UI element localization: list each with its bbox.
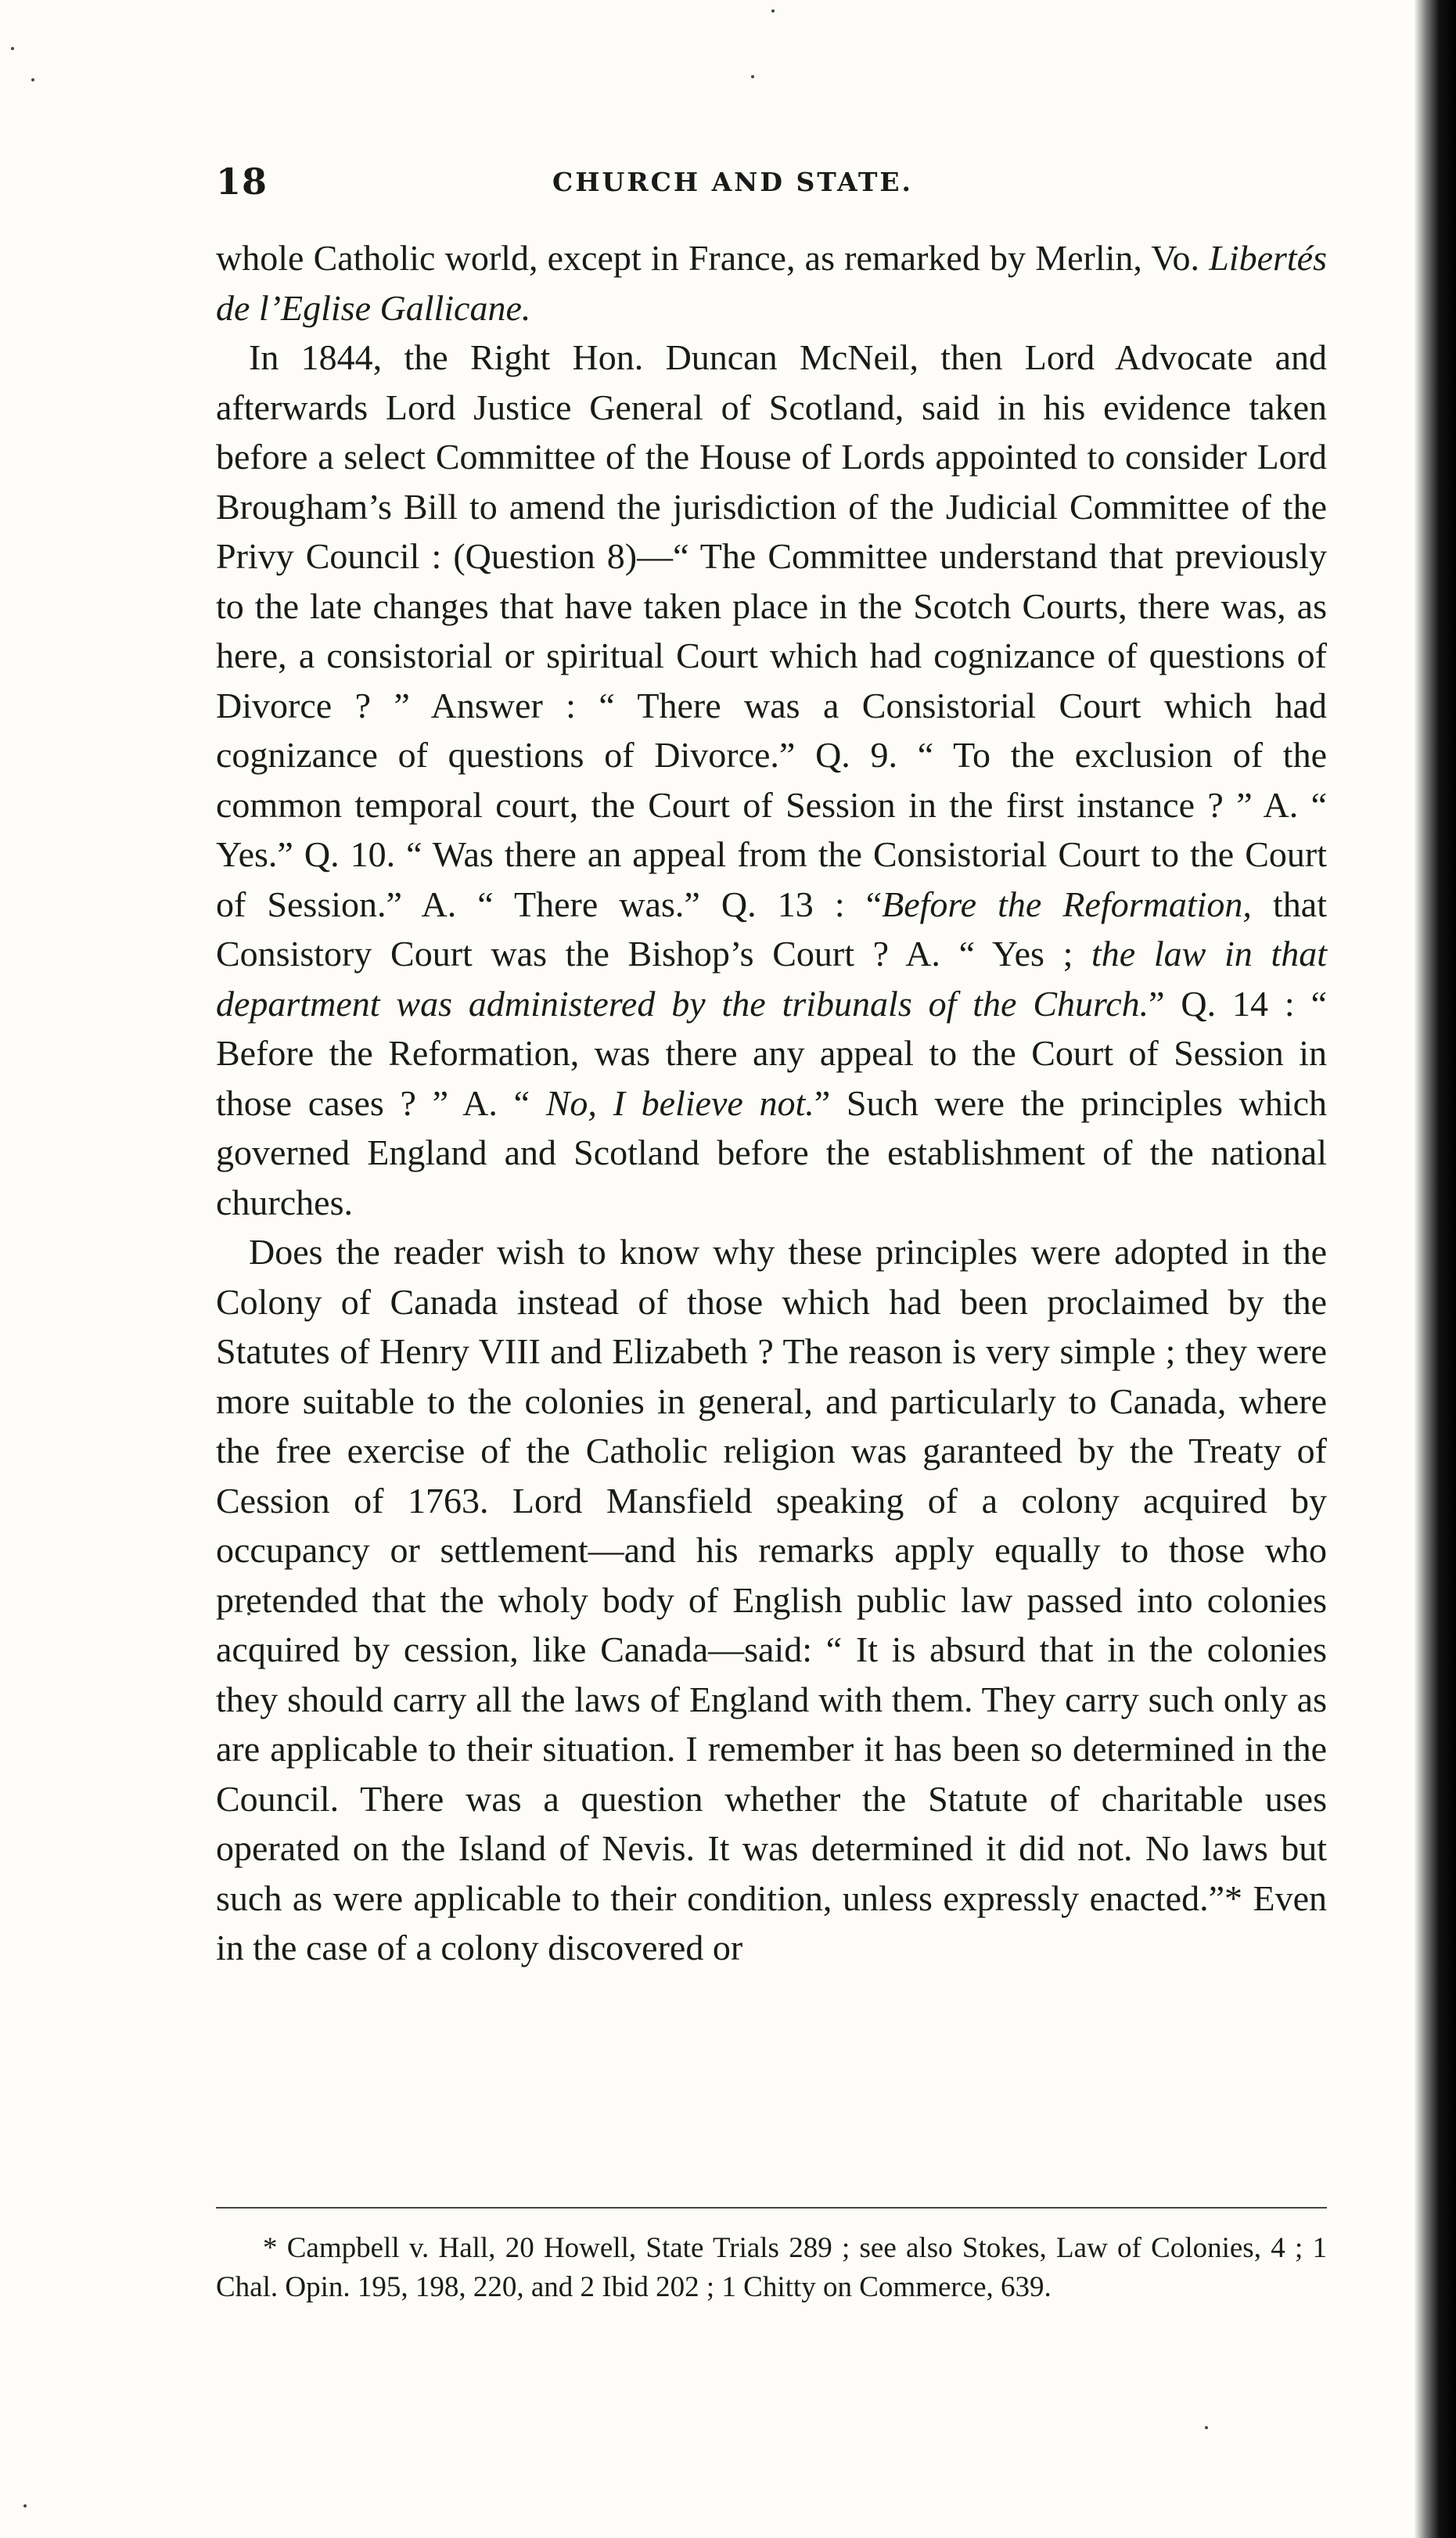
italic-text: No, I believe not. (545, 1082, 814, 1123)
footnote-rule (216, 2207, 1327, 2209)
italic-text: the law in that department was administered by the tribunals of the Church. (216, 934, 1328, 1024)
scan-speck (751, 75, 754, 78)
paragraph (216, 1227, 1327, 1973)
text-run: In 1844, the Right Hon. Duncan McNeil, then Lord Advocate and afterwards Lord Justice General of Scotland, said in his evidence taken before a select Committee of the House of Lords appointed to consider Lord Brougham’s Bill to amend the jurisdiction of the Judicial Committee of the Privy Council : (Question 8)—“ The Committee understand that previously to the late changes that have taken place in the Scotch Courts, there was, as here, a consistorial or spiritual Court which had cognizance of questions of Divorce ? ” Answer : “ There was a Consistorial Court which had cognizance of questions of Divorce.” Q. 9. “ To the exclusion of the common temporal court, the Court of Session in the first instance ? ” A. “ Yes.” Q. 10. “ Was there an appeal from the Consistorial Court to the Court of Session.” A. “ There was.” Q. 13 : “ (216, 337, 1327, 924)
text-run: whole Catholic world, except in France, as remarked by Merlin, Vo. (216, 238, 1210, 278)
italic-text: Before the Reformation, (882, 884, 1252, 924)
scan-speck (771, 9, 775, 13)
footnote (216, 2229, 1327, 2307)
paragraph (216, 333, 1327, 1227)
page-number: 18 (216, 160, 268, 203)
scan-speck (1205, 2426, 1208, 2429)
text-run: ” Q. 14 : “ Before the Reformation, was there any appeal to the Court of Session in those cases ? ” A. “ (216, 983, 1327, 1123)
running-head: CHURCH AND STATE. (552, 167, 914, 197)
paragraph (216, 233, 1327, 333)
scan-speck (23, 2504, 27, 2507)
text-run: that Consistory Court was the Bishop’s Court ? A. “ Yes ; (216, 884, 1327, 974)
scan-speck (11, 47, 14, 50)
body-text (216, 233, 1327, 1973)
text-run: ” Such were the principles which governed England and Scotland before the establishment of the national churches. (216, 1082, 1327, 1222)
page-header (216, 160, 1343, 215)
italic-text: Libertés de l’Eglise Gallicane. (216, 238, 1327, 328)
footnote-text: * Campbell v. Hall, 20 Howell, State Trials 289 ; see also Stokes, Law of Colonies, 4 ; 1 Chal. Opin. 195, 198, 220, and 2 Ibid 202 ; 1 Chitty on Commerce, 639. (216, 2232, 1327, 2303)
scan-speck (31, 78, 34, 81)
page-edge-shadow (1414, 0, 1456, 2538)
text-run: Does the reader wish to know why these principles were adopted in the Colony of Canada instead of those which had been proclaimed by the Statutes of Henry VIII and Elizabeth ? The reason is very simple ; they were more suitable to the colonies in general, and particularly to Canada, where the free exercise of the Catholic religion was garanteed by the Treaty of Cession of 1763. Lord Mansfield speaking of a colony acquired by occupancy or settlement—and his remarks apply equally to those who pretended that the wholy body of English public law passed into colonies acquired by cession, like Canada—said: “ It is absurd that in the colonies they should carry all the laws of England with them. They carry such only as are applicable to their situation. I remember it has been so determined in the Council. There was a question whether the Statute of charitable uses operated on the Island of Nevis. It was determined it did not. No laws but such as were applicable to their condition, unless expressly enacted.”* Even in the case of a colony discovered or (216, 1232, 1327, 1967)
